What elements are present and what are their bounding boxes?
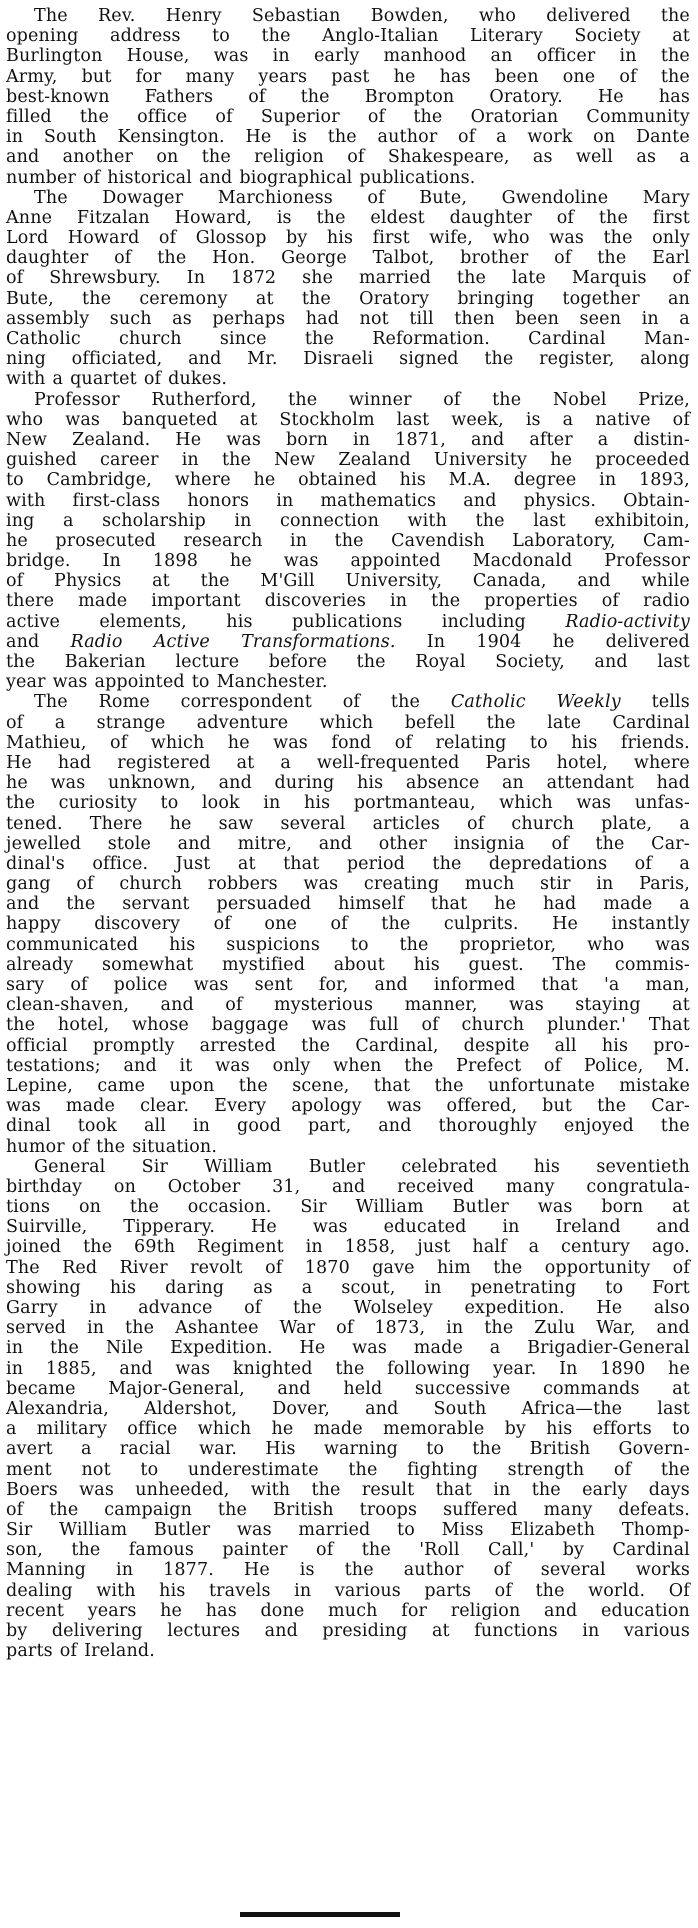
text-line: Suirville, Tipperary. He was educated in Ireland and: [6, 1217, 690, 1238]
text-line: humor of the situation.: [6, 1136, 218, 1157]
text-line: daughter of the Hon. George Talbot, brother of the Earl: [6, 248, 690, 269]
text-line: was made clear. Every apology was offered, but the Car-: [6, 1096, 690, 1117]
text-line: tened. There he saw several articles of church plate, a: [6, 813, 690, 834]
text-line: official promptly arrested the Cardinal, despite all his pro-: [6, 1035, 690, 1056]
paragraph-butler: [6, 1157, 690, 1662]
text-line: Catholic church since the Reformation. Cardinal Man-: [6, 329, 690, 349]
text-line: ing a scholarship in connection with the last exhibitoin,: [6, 510, 690, 531]
text-line: he prosecuted research in the Cavendish Laboratory, Cam-: [6, 530, 690, 551]
text-line: filled the office of Superior of the Oratorian Community: [6, 106, 690, 127]
text-line: dinal's office. Just at that period the depredations of a: [6, 853, 690, 874]
text-line: who was banqueted at Stockholm last week, is a native of: [6, 409, 690, 430]
text-line: the curiosity to look in his portmanteau, which was unfas-: [6, 793, 690, 814]
text-line: dealing with his travels in various parts of the world. Of: [6, 1580, 690, 1601]
text-line: the Bakerian lecture before the Royal Society, and last: [6, 652, 690, 672]
text-line: son, the famous painter of the 'Roll Call,' by Cardinal: [6, 1540, 690, 1561]
text-line: the hotel, whose baggage was full of church plunder.' That: [6, 1015, 690, 1036]
text-line: Professor Rutherford, the winner of the Nobel Prize,: [34, 389, 690, 410]
text-line: Boers was unheeded, with the result that in the early days: [6, 1479, 690, 1500]
text-line: General Sir William Butler celebrated his seventieth: [34, 1156, 690, 1177]
text-line: joined the 69th Regiment in 1858, just half a century ago.: [6, 1237, 690, 1258]
text-line: served in the Ashantee War of 1873, in the Zulu War, and: [6, 1318, 690, 1339]
text-line: Manning in 1877. He is the author of several works: [6, 1560, 690, 1581]
paragraph-rutherford: [6, 390, 690, 693]
text-line: dinal took all in good part, and thoroughly enjoyed the: [6, 1116, 690, 1137]
text-line: with first-class honors in mathematics and physics. Obtain-: [6, 490, 690, 511]
text-line: He had registered at a well-frequented Paris hotel, where: [6, 752, 690, 773]
text-line: recent years he has done much for religion and education: [6, 1600, 690, 1621]
text-line: and another on the religion of Shakespeare, as well as a: [6, 147, 690, 168]
text-line: Sir William Butler was married to Miss Elizabeth Thomp-: [6, 1520, 690, 1541]
text-line: of the campaign the British troops suffered many defeats.: [6, 1499, 690, 1520]
text-line: ning officiated, and Mr. Disraeli signed the register, along: [6, 349, 690, 370]
text-line: of Shrewsbury. In 1872 she married the late Marquis of: [6, 268, 690, 289]
text-line: in the Nile Expedition. He was made a Brigadier-General: [6, 1338, 690, 1359]
text-line: gang of church robbers was creating much stir in Paris,: [6, 874, 690, 895]
text-line: Army, but for many years past he has been one of the: [6, 66, 690, 87]
text-line: guished career in the New Zealand University he proceeded: [6, 450, 690, 471]
text-line: Bute, the ceremony at the Oratory bringing together an: [6, 288, 690, 309]
text-line: and the servant persuaded himself that he had made a: [6, 894, 690, 915]
text-line: parts of Ireland.: [6, 1641, 155, 1662]
text-line: Lord Howard of Glossop by his first wife, who was the only: [6, 228, 690, 249]
text-line: there made important discoveries in the properties of radio: [6, 591, 690, 612]
text-line: jewelled stole and mitre, and other insignia of the Car-: [6, 833, 690, 854]
text-line: in South Kensington. He is the author of a work on Dante: [6, 127, 690, 148]
text-line: The Dowager Marchioness of Bute, Gwendoline Mary: [34, 187, 690, 208]
text-line: showing his daring as a scout, in penetrating to Fort: [6, 1277, 690, 1298]
text-line: clean-shaven, and of mysterious manner, was staying at: [6, 995, 690, 1016]
text-line: opening address to the Anglo-Italian Literary Society at: [6, 26, 690, 47]
text-line: testations; and it was only when the Prefect of Police, M.: [6, 1055, 690, 1076]
text-line: The Rome correspondent of the Catholic Weekly tells: [34, 692, 690, 713]
text-line: avert a racial war. His warning to the British Govern-: [6, 1439, 690, 1460]
text-line: The Rev. Henry Sebastian Bowden, who delivered the: [34, 6, 690, 26]
text-line: of Physics at the M'Gill University, Canada, and while: [6, 571, 690, 592]
text-line: in 1885, and was knighted the following year. In 1890 he: [6, 1358, 690, 1379]
text-line: he was unknown, and during his absence an attendant had: [6, 773, 690, 794]
text-line: Anne Fitzalan Howard, is the eldest daughter of the first: [6, 207, 690, 228]
text-line: birthday on October 31, and received many congratula-: [6, 1176, 690, 1197]
text-line: with a quartet of dukes.: [6, 369, 228, 390]
text-line: New Zealand. He was born in 1871, and after a distin-: [6, 429, 690, 450]
text-line: ment not to underestimate the fighting strength of the: [6, 1459, 690, 1480]
paragraph-bute: [6, 188, 690, 390]
text-line: sary of police was sent for, and informed that 'a man,: [6, 975, 690, 995]
text-line: Alexandria, Aldershot, Dover, and South Africa—the last: [6, 1398, 690, 1419]
text-line: best-known Fathers of the Brompton Oratory. He has: [6, 86, 690, 107]
text-line: and Radio Active Transformations. In 1904 he delivered: [6, 631, 690, 652]
text-line: a military office which he made memorable by his efforts to: [6, 1419, 690, 1440]
text-line: active elements, his publications including Radio-activity: [6, 611, 690, 632]
text-line: Burlington House, was in early manhood an officer in the: [6, 46, 690, 67]
text-line: Lepine, came upon the scene, that the unfortunate mistake: [6, 1075, 690, 1096]
text-line: happy discovery of one of the culprits. He instantly: [6, 914, 690, 935]
text-line: assembly such as perhaps had not till then been seen in a: [6, 308, 690, 329]
text-line: year was appointed to Manchester.: [6, 672, 328, 693]
text-line: Mathieu, of which he was fond of relating to his friends.: [6, 732, 690, 753]
text-line: tions on the occasion. Sir William Butler was born at: [6, 1197, 690, 1218]
text-line: communicated his suspicions to the proprietor, who was: [6, 934, 690, 955]
text-line: The Red River revolt of 1870 gave him the opportunity of: [6, 1257, 690, 1278]
end-rule: [240, 1912, 400, 1917]
paragraph-bowden: [6, 6, 690, 188]
text-line: by delivering lectures and presiding at functions in various: [6, 1621, 690, 1641]
text-line: of a strange adventure which befell the late Cardinal: [6, 712, 690, 733]
text-line: already somewhat mystified about his guest. The commis-: [6, 954, 690, 975]
text-line: to Cambridge, where he obtained his M.A. degree in 1893,: [6, 470, 690, 491]
text-line: bridge. In 1898 he was appointed Macdonald Professor: [6, 551, 690, 572]
text-line: number of historical and biographical publications.: [6, 167, 476, 188]
text-line: became Major-General, and held successive commands at: [6, 1378, 690, 1399]
paragraph-mathieu: [6, 692, 690, 1156]
text-line: Garry in advance of the Wolseley expedition. He also: [6, 1298, 690, 1318]
